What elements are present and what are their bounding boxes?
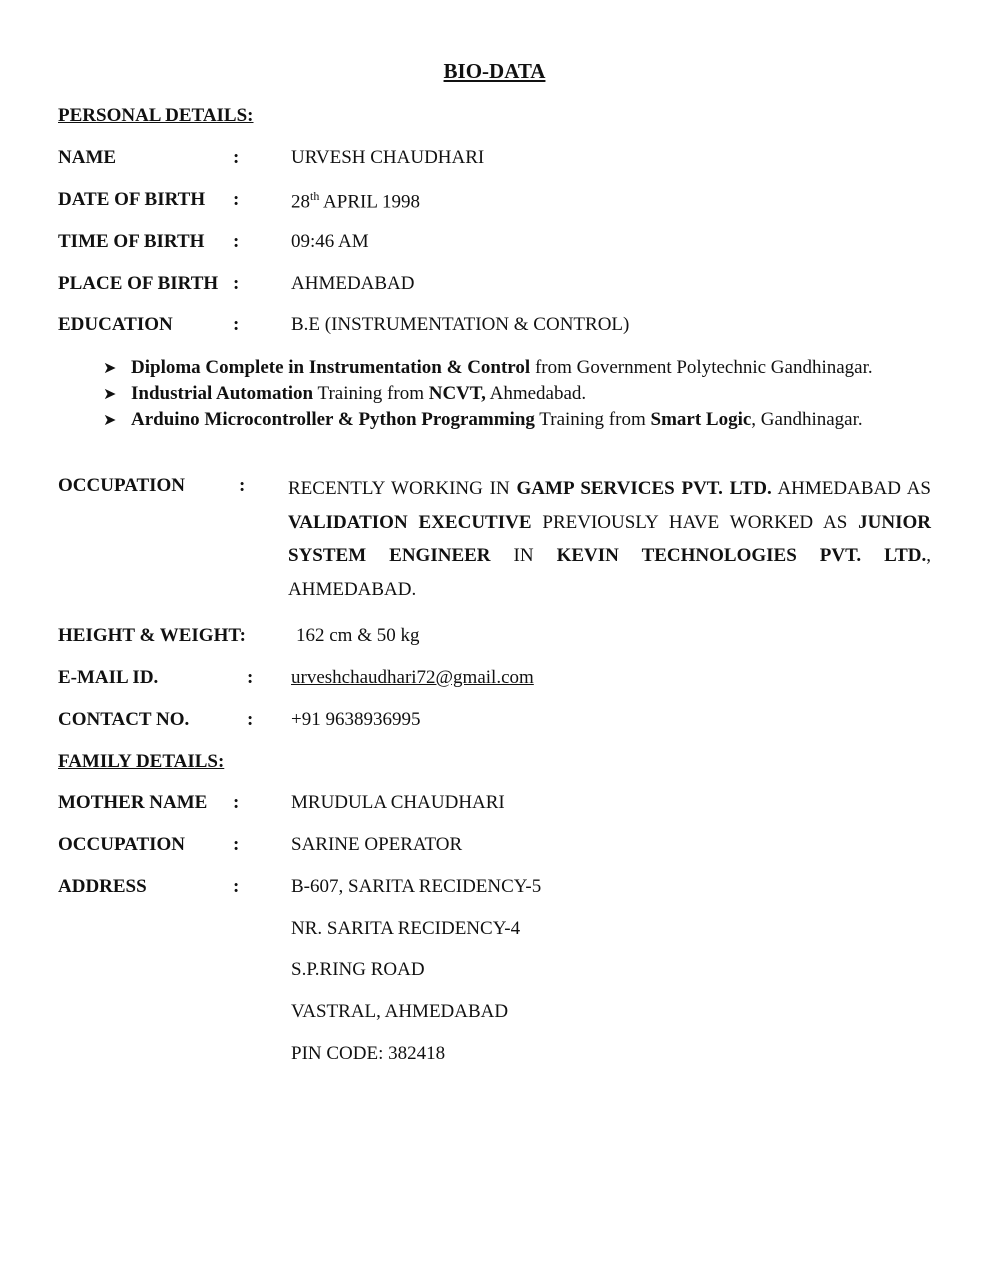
personal-details-heading: PERSONAL DETAILS: bbox=[58, 105, 254, 126]
tob-value: 09:46 AM bbox=[291, 231, 369, 252]
arrowhead-bullet-icon: ➤ bbox=[103, 386, 117, 403]
address-line: NR. SARITA RECIDENCY-4 bbox=[291, 918, 521, 939]
contact-label: CONTACT NO. bbox=[58, 709, 190, 730]
email-link[interactable]: urveshchaudhari72@gmail.com bbox=[291, 667, 534, 688]
dob-value: 28th APRIL 1998 bbox=[291, 189, 420, 213]
contact-value: +91 9638936995 bbox=[291, 709, 421, 730]
address-line: VASTRAL, AHMEDABAD bbox=[291, 1001, 509, 1022]
family-details-heading: FAMILY DETAILS: bbox=[58, 751, 225, 772]
height-weight-value: 162 cm & 50 kg bbox=[296, 625, 420, 646]
arrowhead-bullet-icon: ➤ bbox=[103, 412, 117, 429]
education-label: EDUCATION bbox=[58, 314, 173, 335]
email-label: E-MAIL ID. bbox=[58, 667, 159, 688]
education-list bbox=[103, 355, 873, 433]
address-label: ADDRESS bbox=[58, 876, 147, 897]
arrowhead-bullet-icon: ➤ bbox=[103, 360, 117, 377]
height-weight-label: HEIGHT & WEIGHT: bbox=[58, 625, 246, 646]
name-label: NAME bbox=[58, 147, 117, 168]
dob-label: DATE OF BIRTH bbox=[58, 189, 206, 210]
education-item: ➤ Industrial Automation Training from NCVT, Ahmedabad. bbox=[103, 381, 873, 407]
pob-label: PLACE OF BIRTH bbox=[58, 273, 219, 294]
tob-colon: : bbox=[233, 231, 240, 252]
education-item: ➤ Diploma Complete in Instrumentation & Control from Government Polytechnic Gandhinagar. bbox=[103, 355, 873, 381]
address-colon: : bbox=[233, 876, 240, 897]
occupation-colon: : bbox=[239, 475, 246, 496]
address-line: PIN CODE: 382418 bbox=[291, 1043, 446, 1064]
dob-colon: : bbox=[233, 189, 240, 210]
occupation-label: OCCUPATION bbox=[58, 475, 186, 496]
education-value: B.E (INSTRUMENTATION & CONTROL) bbox=[291, 314, 630, 335]
occupation-value: RECENTLY WORKING IN GAMP SERVICES PVT. LTD. AHMEDABAD AS VALIDATION EXECUTIVE PREVIOUSLY HAVE WORKED AS JUNIOR SYSTEM ENGINEER IN KEVIN TECHNOLOGIES PVT. LTD., AHMEDABAD. bbox=[288, 478, 931, 600]
education-item: ➤ Arduino Microcontroller & Python Programming Training from Smart Logic, Gandhinagar. bbox=[103, 407, 873, 433]
mother-name-colon: : bbox=[233, 792, 240, 813]
email-colon: : bbox=[247, 667, 254, 688]
document-title: BIO-DATA bbox=[443, 59, 546, 83]
address-line: B-607, SARITA RECIDENCY-5 bbox=[291, 876, 542, 897]
pob-value: AHMEDABAD bbox=[291, 273, 415, 294]
address-line: S.P.RING ROAD bbox=[291, 959, 425, 980]
pob-colon: : bbox=[233, 273, 240, 294]
mother-occupation-colon: : bbox=[233, 834, 240, 855]
education-colon: : bbox=[233, 314, 240, 335]
mother-name-label: MOTHER NAME bbox=[58, 792, 208, 813]
mother-occupation-value: SARINE OPERATOR bbox=[291, 834, 463, 855]
mother-name-value: MRUDULA CHAUDHARI bbox=[291, 792, 505, 813]
name-value: URVESH CHAUDHARI bbox=[291, 147, 485, 168]
mother-occupation-label: OCCUPATION bbox=[58, 834, 186, 855]
name-colon: : bbox=[233, 147, 240, 168]
contact-colon: : bbox=[247, 709, 254, 730]
tob-label: TIME OF BIRTH bbox=[58, 231, 205, 252]
